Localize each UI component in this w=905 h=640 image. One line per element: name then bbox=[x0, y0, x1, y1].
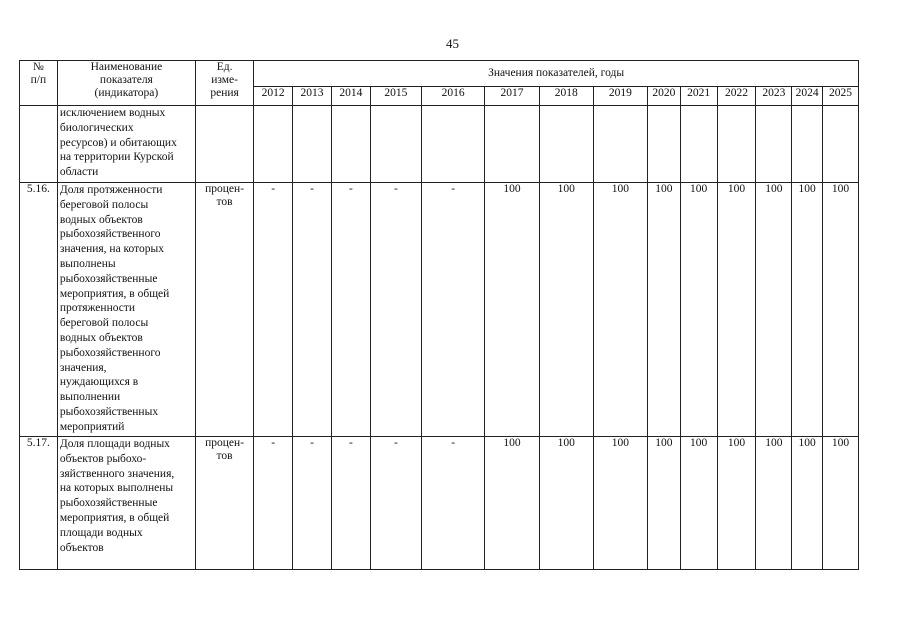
header-year-2023: 2023 bbox=[756, 87, 792, 106]
value-2017 bbox=[485, 106, 539, 183]
header-name-line2: показателя bbox=[99, 74, 153, 86]
indicator-name-line: площади водных bbox=[59, 526, 143, 539]
value-2022 bbox=[717, 106, 756, 183]
value-2013: - bbox=[293, 437, 332, 570]
header-year-2019: 2019 bbox=[593, 87, 647, 106]
indicator-name-line: мероприятий bbox=[59, 420, 125, 433]
value-2014 bbox=[331, 106, 370, 183]
unit-line: тов bbox=[216, 196, 233, 208]
header-year-2020: 2020 bbox=[648, 87, 681, 106]
header-values: Значения показателей, годы bbox=[254, 61, 859, 87]
indicator-name-line: биологических bbox=[59, 121, 134, 134]
table-row bbox=[20, 106, 859, 183]
unit-line: процен- bbox=[205, 437, 245, 449]
header-year-2021: 2021 bbox=[680, 87, 717, 106]
indicator-name-line: рыбохозяйственного bbox=[59, 228, 161, 241]
indicator-name-line: рыбохозяйственных bbox=[59, 405, 159, 418]
value-2016: - bbox=[421, 437, 484, 570]
header-year-2017: 2017 bbox=[485, 87, 539, 106]
header-year-2012: 2012 bbox=[254, 87, 293, 106]
indicator-name-line: рыбохозяйственные bbox=[59, 497, 158, 510]
table-body bbox=[20, 106, 859, 570]
header-number-line1: № bbox=[32, 61, 44, 73]
header-year-2022: 2022 bbox=[717, 87, 756, 106]
header-number bbox=[20, 61, 58, 106]
indicator-name bbox=[57, 106, 195, 183]
header-unit bbox=[195, 61, 253, 106]
indicator-name-line: водных объектов bbox=[59, 331, 143, 344]
header-unit-line3: рения bbox=[210, 87, 239, 99]
unit-of-measure bbox=[195, 183, 253, 437]
indicator-name-line: ресурсов) и обитающих bbox=[59, 136, 177, 149]
value-2014: - bbox=[331, 183, 370, 437]
value-2024 bbox=[792, 106, 823, 183]
indicators-table bbox=[19, 60, 859, 570]
header-name-line1: Наименование bbox=[90, 61, 163, 73]
value-2023 bbox=[756, 106, 792, 183]
value-2021: 100 bbox=[680, 183, 717, 437]
value-2024: 100 bbox=[792, 437, 823, 570]
value-2016 bbox=[421, 106, 484, 183]
row-number bbox=[20, 106, 58, 183]
header-year-2014: 2014 bbox=[331, 87, 370, 106]
value-2016: - bbox=[421, 183, 484, 437]
header-year-2018: 2018 bbox=[539, 87, 593, 106]
value-2015: - bbox=[370, 183, 421, 437]
value-2017: 100 bbox=[485, 183, 539, 437]
indicator-name-line: объектов рыбохо- bbox=[59, 452, 147, 465]
value-2019: 100 bbox=[593, 183, 647, 437]
value-2025 bbox=[822, 106, 858, 183]
header-number-line2: п/п bbox=[30, 74, 47, 86]
table-row bbox=[20, 437, 859, 570]
indicator-name-line: значения, bbox=[59, 361, 107, 374]
value-2014: - bbox=[331, 437, 370, 570]
header-name-line3: (индикатора) bbox=[94, 87, 159, 99]
page-number: 45 bbox=[446, 36, 459, 51]
value-2022: 100 bbox=[717, 183, 756, 437]
indicator-name-line: Доля площади водных bbox=[59, 438, 170, 450]
unit-line: тов bbox=[216, 450, 233, 462]
indicator-name-line: выполнении bbox=[59, 391, 121, 404]
indicator-name-line: значения, на которых bbox=[59, 243, 165, 256]
value-2012: - bbox=[254, 437, 293, 570]
indicator-name-line: на территории Курской bbox=[59, 151, 174, 164]
header-year-2013: 2013 bbox=[293, 87, 332, 106]
value-2024: 100 bbox=[792, 183, 823, 437]
indicator-name-line: водных объектов bbox=[59, 213, 143, 226]
indicator-name-line: Доля протяженности bbox=[59, 184, 163, 196]
value-2020: 100 bbox=[648, 183, 681, 437]
indicator-name-line: мероприятия, в общей bbox=[59, 287, 170, 300]
value-2020: 100 bbox=[648, 437, 681, 570]
indicator-name-line: нуждающихся в bbox=[59, 376, 139, 389]
header-name bbox=[57, 61, 195, 106]
value-2021 bbox=[680, 106, 717, 183]
value-2020 bbox=[648, 106, 681, 183]
table-row bbox=[20, 183, 859, 437]
value-2013 bbox=[293, 106, 332, 183]
value-2015 bbox=[370, 106, 421, 183]
value-2018 bbox=[539, 106, 593, 183]
value-2017: 100 bbox=[485, 437, 539, 570]
indicator-name-line: рыбохозяйственные bbox=[59, 272, 158, 285]
value-2012: - bbox=[254, 183, 293, 437]
value-2012 bbox=[254, 106, 293, 183]
indicator-name-line: выполнены bbox=[59, 257, 116, 270]
header-year-2015: 2015 bbox=[370, 87, 421, 106]
unit-of-measure bbox=[195, 437, 253, 570]
value-2025: 100 bbox=[822, 437, 858, 570]
value-2025: 100 bbox=[822, 183, 858, 437]
indicator-name bbox=[57, 437, 195, 570]
value-2022: 100 bbox=[717, 437, 756, 570]
indicator-name-line: области bbox=[59, 166, 99, 179]
value-2023: 100 bbox=[756, 183, 792, 437]
header-year-2016: 2016 bbox=[421, 87, 484, 106]
row-number: 5.17. bbox=[20, 437, 58, 570]
unit-line: процен- bbox=[205, 183, 245, 195]
value-2019 bbox=[593, 106, 647, 183]
value-2013: - bbox=[293, 183, 332, 437]
indicator-name-line: береговой полосы bbox=[59, 317, 149, 330]
header-unit-line2: изме- bbox=[211, 74, 238, 86]
indicator-name-line: исключением водных bbox=[59, 107, 166, 119]
header-year-2025: 2025 bbox=[822, 87, 858, 106]
indicator-name bbox=[57, 183, 195, 437]
header-year-2024: 2024 bbox=[792, 87, 823, 106]
value-2019: 100 bbox=[593, 437, 647, 570]
indicator-name-line: мероприятия, в общей bbox=[59, 511, 170, 524]
value-2021: 100 bbox=[680, 437, 717, 570]
value-2018: 100 bbox=[539, 437, 593, 570]
indicator-name-line: на которых выполнены bbox=[59, 482, 174, 495]
value-2023: 100 bbox=[756, 437, 792, 570]
unit-of-measure bbox=[195, 106, 253, 183]
indicator-name-line: объектов bbox=[59, 541, 104, 554]
value-2018: 100 bbox=[539, 183, 593, 437]
header-unit-line1: Ед. bbox=[216, 61, 233, 73]
row-number: 5.16. bbox=[20, 183, 58, 437]
value-2015: - bbox=[370, 437, 421, 570]
indicator-name-line: береговой полосы bbox=[59, 198, 149, 211]
indicator-name-line: рыбохозяйственного bbox=[59, 346, 161, 359]
indicator-name-line: протяженности bbox=[59, 302, 136, 315]
indicator-name-line: зяйственного значения, bbox=[59, 467, 175, 480]
